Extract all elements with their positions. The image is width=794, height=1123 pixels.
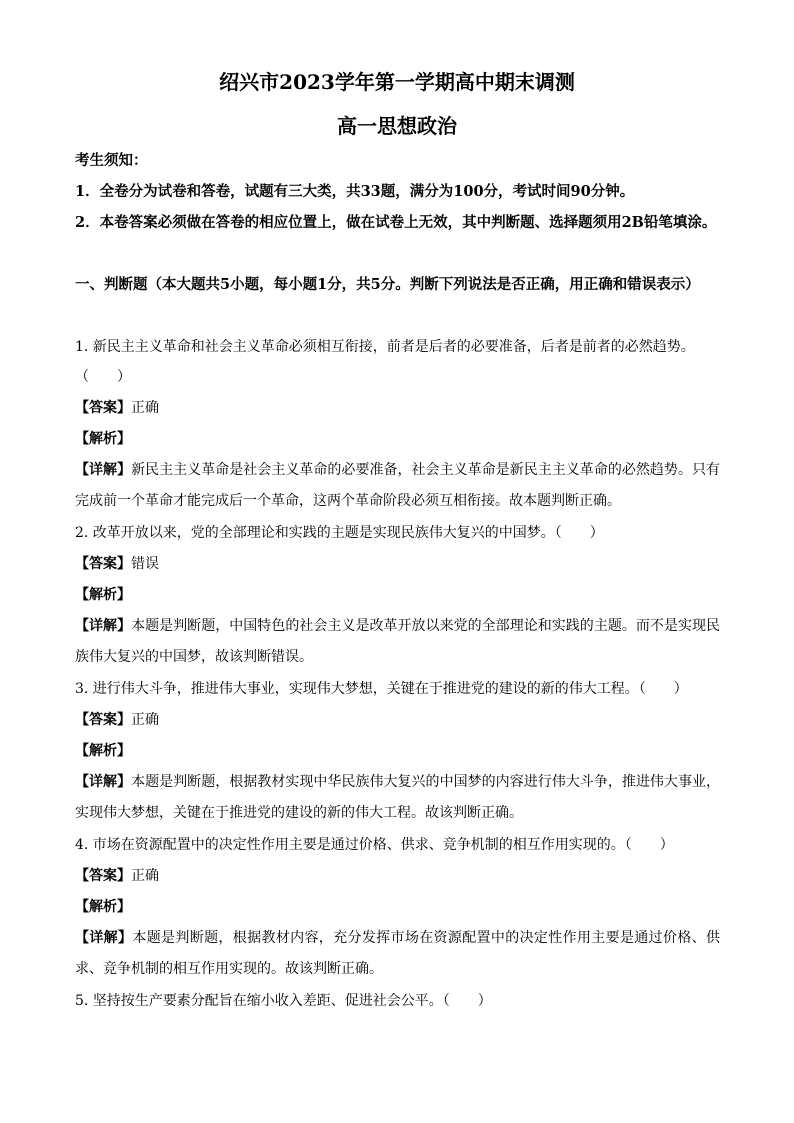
detail-label: 【详解】: [75, 774, 132, 790]
question-2-analysis: [75, 580, 720, 611]
answer-value: 正确: [131, 400, 159, 416]
analysis-label: 【解析】: [75, 587, 131, 603]
page-title: 绍兴市2023学年第一学期高中期末调测: [219, 70, 575, 94]
question-3-detail: [75, 767, 720, 829]
question-1-analysis: [75, 424, 720, 455]
answer-label: 【答案】: [75, 868, 131, 884]
question-1-answer: [75, 393, 720, 424]
section-heading: 一、判断题（本大题共5小题，每小题1分，共5分。判断下列说法是否正确，用正确和错误表示）: [75, 276, 700, 293]
notice-item-2: 2．本卷答案必须做在答卷的相应位置上，做在试卷上无效，其中判断题、选择题须用2B铅笔填涂。: [75, 214, 717, 231]
analysis-label: 【解析】: [75, 431, 131, 447]
detail-text: 新民主主义革命是社会主义革命的必要准备，社会主义革命是新民主主义革命的必然趋势。只有完成前一个革命才能完成后一个革命，这两个革命阶段必须互相衔接。故本题判断正确。: [75, 462, 721, 509]
question-3-stem: 3. 进行伟大斗争，推进伟大事业，实现伟大梦想，关键在于推进党的建设的新的伟大工程。（ ）: [75, 681, 688, 697]
question-4-detail: [75, 923, 720, 985]
question-3-answer: [75, 705, 720, 736]
notice-item-1: 1．全卷分为试卷和答卷，试题有三大类，共33题，满分为100分，考试时间90分钟。: [75, 183, 635, 200]
question-1-bracket: （ ）: [75, 369, 131, 385]
page-subtitle: 高一思想政治: [337, 114, 457, 138]
question-5-stem: 5. 坚持按生产要素分配旨在缩小收入差距、促进社会公平。（ ）: [75, 993, 492, 1009]
answer-value: 正确: [131, 712, 159, 728]
analysis-label: 【解析】: [75, 743, 131, 759]
question-4-analysis: [75, 892, 720, 923]
answer-label: 【答案】: [75, 556, 131, 572]
answer-value: 错误: [131, 556, 159, 572]
question-2-stem: 2. 改革开放以来，党的全部理论和实践的主题是实现民族伟大复兴的中国梦。（ ）: [75, 525, 604, 541]
notice-heading: 考生须知：: [75, 152, 148, 169]
answer-value: 正确: [131, 868, 159, 884]
question-1-detail: [75, 455, 720, 517]
question-4-stem: 4. 市场在资源配置中的决定性作用主要是通过价格、供求、竞争机制的相互作用实现的。（ ）: [75, 837, 674, 853]
detail-label: 【详解】: [75, 930, 133, 946]
question-2-detail: [75, 611, 720, 673]
question-2-answer: [75, 549, 720, 580]
detail-label: 【详解】: [75, 462, 132, 478]
question-4-answer: [75, 861, 720, 892]
detail-text: 本题是判断题，根据教材实现中华民族伟大复兴的中国梦的内容进行伟大斗争，推进伟大事业，实现伟大梦想，关键在于推进党的建设的新的伟大工程。故该判断正确。: [75, 774, 721, 821]
answer-label: 【答案】: [75, 712, 131, 728]
detail-text: 本题是判断题，中国特色的社会主义是改革开放以来党的全部理论和实践的主题。而不是实现民族伟大复兴的中国梦，故该判断错误。: [75, 618, 721, 665]
answer-label: 【答案】: [75, 400, 131, 416]
question-1-stem: 1. 新民主主义革命和社会主义革命必须相互衔接，前者是后者的必要准备，后者是前者的必然趋势。: [75, 339, 695, 355]
question-3-analysis: [75, 736, 720, 767]
analysis-label: 【解析】: [75, 899, 131, 915]
detail-label: 【详解】: [75, 618, 132, 634]
detail-text: 本题是判断题，根据教材内容，充分发挥市场在资源配置中的决定性作用主要是通过价格、供求、竞争机制的相互作用实现的。故该判断正确。: [75, 930, 721, 977]
